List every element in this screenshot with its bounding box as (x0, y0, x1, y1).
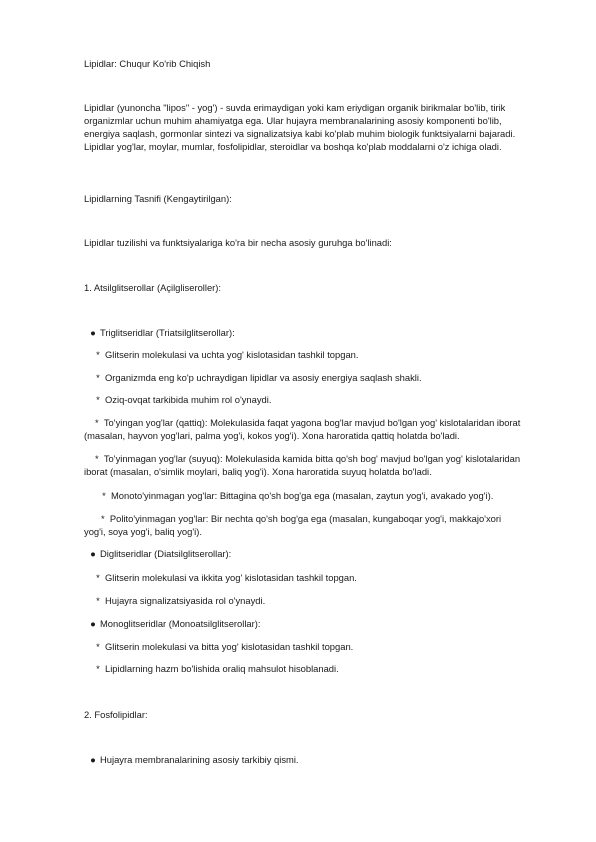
list-item (84, 452, 524, 478)
bullet-icon: ● (90, 548, 96, 559)
list-item: Glitserin molekulasi va uchta yog' kislotasidan tashkil topgan. (105, 349, 359, 360)
list-item: Organizmda eng ko'p uchraydigan lipidlar va asosiy energiya saqlash shakli. (105, 372, 422, 383)
list-item (84, 416, 524, 442)
list-item: Lipidlarning hazm bo'lishida oraliq mahsulot hisoblanadi. (105, 663, 339, 674)
document-title: Lipidlar: Chuqur Ko'rib Chiqish (84, 58, 211, 69)
asterisk-icon: * (101, 513, 105, 524)
asterisk-icon: * (96, 349, 100, 360)
classification-heading: Lipidlarning Tasnifi (Kengaytirilgan): (84, 193, 232, 204)
asterisk-icon: * (96, 372, 100, 383)
list-item: Glitserin molekulasi va ikkita yog' kislotasidan tashkil topgan. (105, 572, 357, 583)
triglycerides-label: Triglitseridlar (Triatsilglitserollar): (100, 327, 235, 338)
polyunsaturated-text: Polito'yinmagan yog'lar: Bir nechta qo'sh bog'ga ega (masalan, kungaboqar yog'i, makkajo'xori yog'i, soya yog'i, baliq yog'i). (84, 513, 502, 537)
bullet-icon: ● (90, 618, 96, 629)
section1-heading: 1. Atsilglitserollar (Açilgliseroller): (84, 282, 222, 293)
sub-list-item: Monoto'yinmagan yog'lar: Bittagina qo'sh bog'ga ega (masalan, zaytun yog'i, avakado yog'i). (111, 490, 494, 501)
asterisk-icon: * (96, 572, 100, 583)
asterisk-icon: * (102, 490, 106, 501)
unsaturated-fats-text: To'yinmagan yog'lar (suyuq): Molekulasida kamida bitta qo'sh bog' mavjud bo'lgan yog' kislotalaridan iborat (masalan, o'simlik moylari, baliq yog'i). Xona haroratida suyuq holatda bo'ladi. (84, 453, 521, 477)
classification-intro: Lipidlar tuzilishi va funktsiyalariga ko'ra bir necha asosiy guruhga bo'linadi: (84, 237, 392, 248)
asterisk-icon: * (96, 663, 100, 674)
diglycerides-label: Diglitseridlar (Diatsilglitserollar): (100, 548, 232, 559)
asterisk-icon: * (95, 417, 99, 428)
intro-paragraph: Lipidlar (yunoncha "lipos" - yog') - suvda erimaydigan yoki kam eriydigan organik birikmalar bo'lib, tirik organizmlar uchun muhim ahamiyatga ega. Ular hujayra membranalarining asosiy komponenti bo'lib, energiya saqlash, gormonlar sintezi va signalizatsiya kabi ko'plab muhim biologik funktsiyalarni bajaradi. Lipidlar yog'lar, moylar, mumlar, fosfolipidlar, steroidlar va boshqa ko'plab moddalarni o'z ichiga oladi. (84, 102, 516, 152)
list-item: Glitserin molekulasi va bitta yog' kislotasidan tashkil topgan. (105, 641, 354, 652)
asterisk-icon: * (96, 641, 100, 652)
sub-list-item (84, 512, 524, 538)
asterisk-icon: * (96, 595, 100, 606)
monoglycerides-label: Monoglitseridlar (Monoatsilglitserollar): (100, 618, 261, 629)
list-item: Hujayra signalizatsiyasida rol o'ynaydi. (105, 595, 266, 606)
asterisk-icon: * (96, 394, 100, 405)
section2-heading: 2. Fosfolipidlar: (84, 709, 148, 720)
bullet-icon: ● (90, 327, 96, 338)
asterisk-icon: * (95, 453, 99, 464)
saturated-fats-text: To'yingan yog'lar (qattiq): Molekulasida faqat yagona bog'lar mavjud bo'lgan yog' kislotalaridan iborat (masalan, hayvon yog'lari, palma yog'i, kokos yog'i). Xona haroratida qattiq holatda bo'ladi. (84, 417, 521, 441)
list-item: Oziq-ovqat tarkibida muhim rol o'ynaydi. (105, 394, 272, 405)
bullet-icon: ● (90, 754, 96, 765)
list-item: Hujayra membranalarining asosiy tarkibiy qismi. (100, 754, 299, 765)
